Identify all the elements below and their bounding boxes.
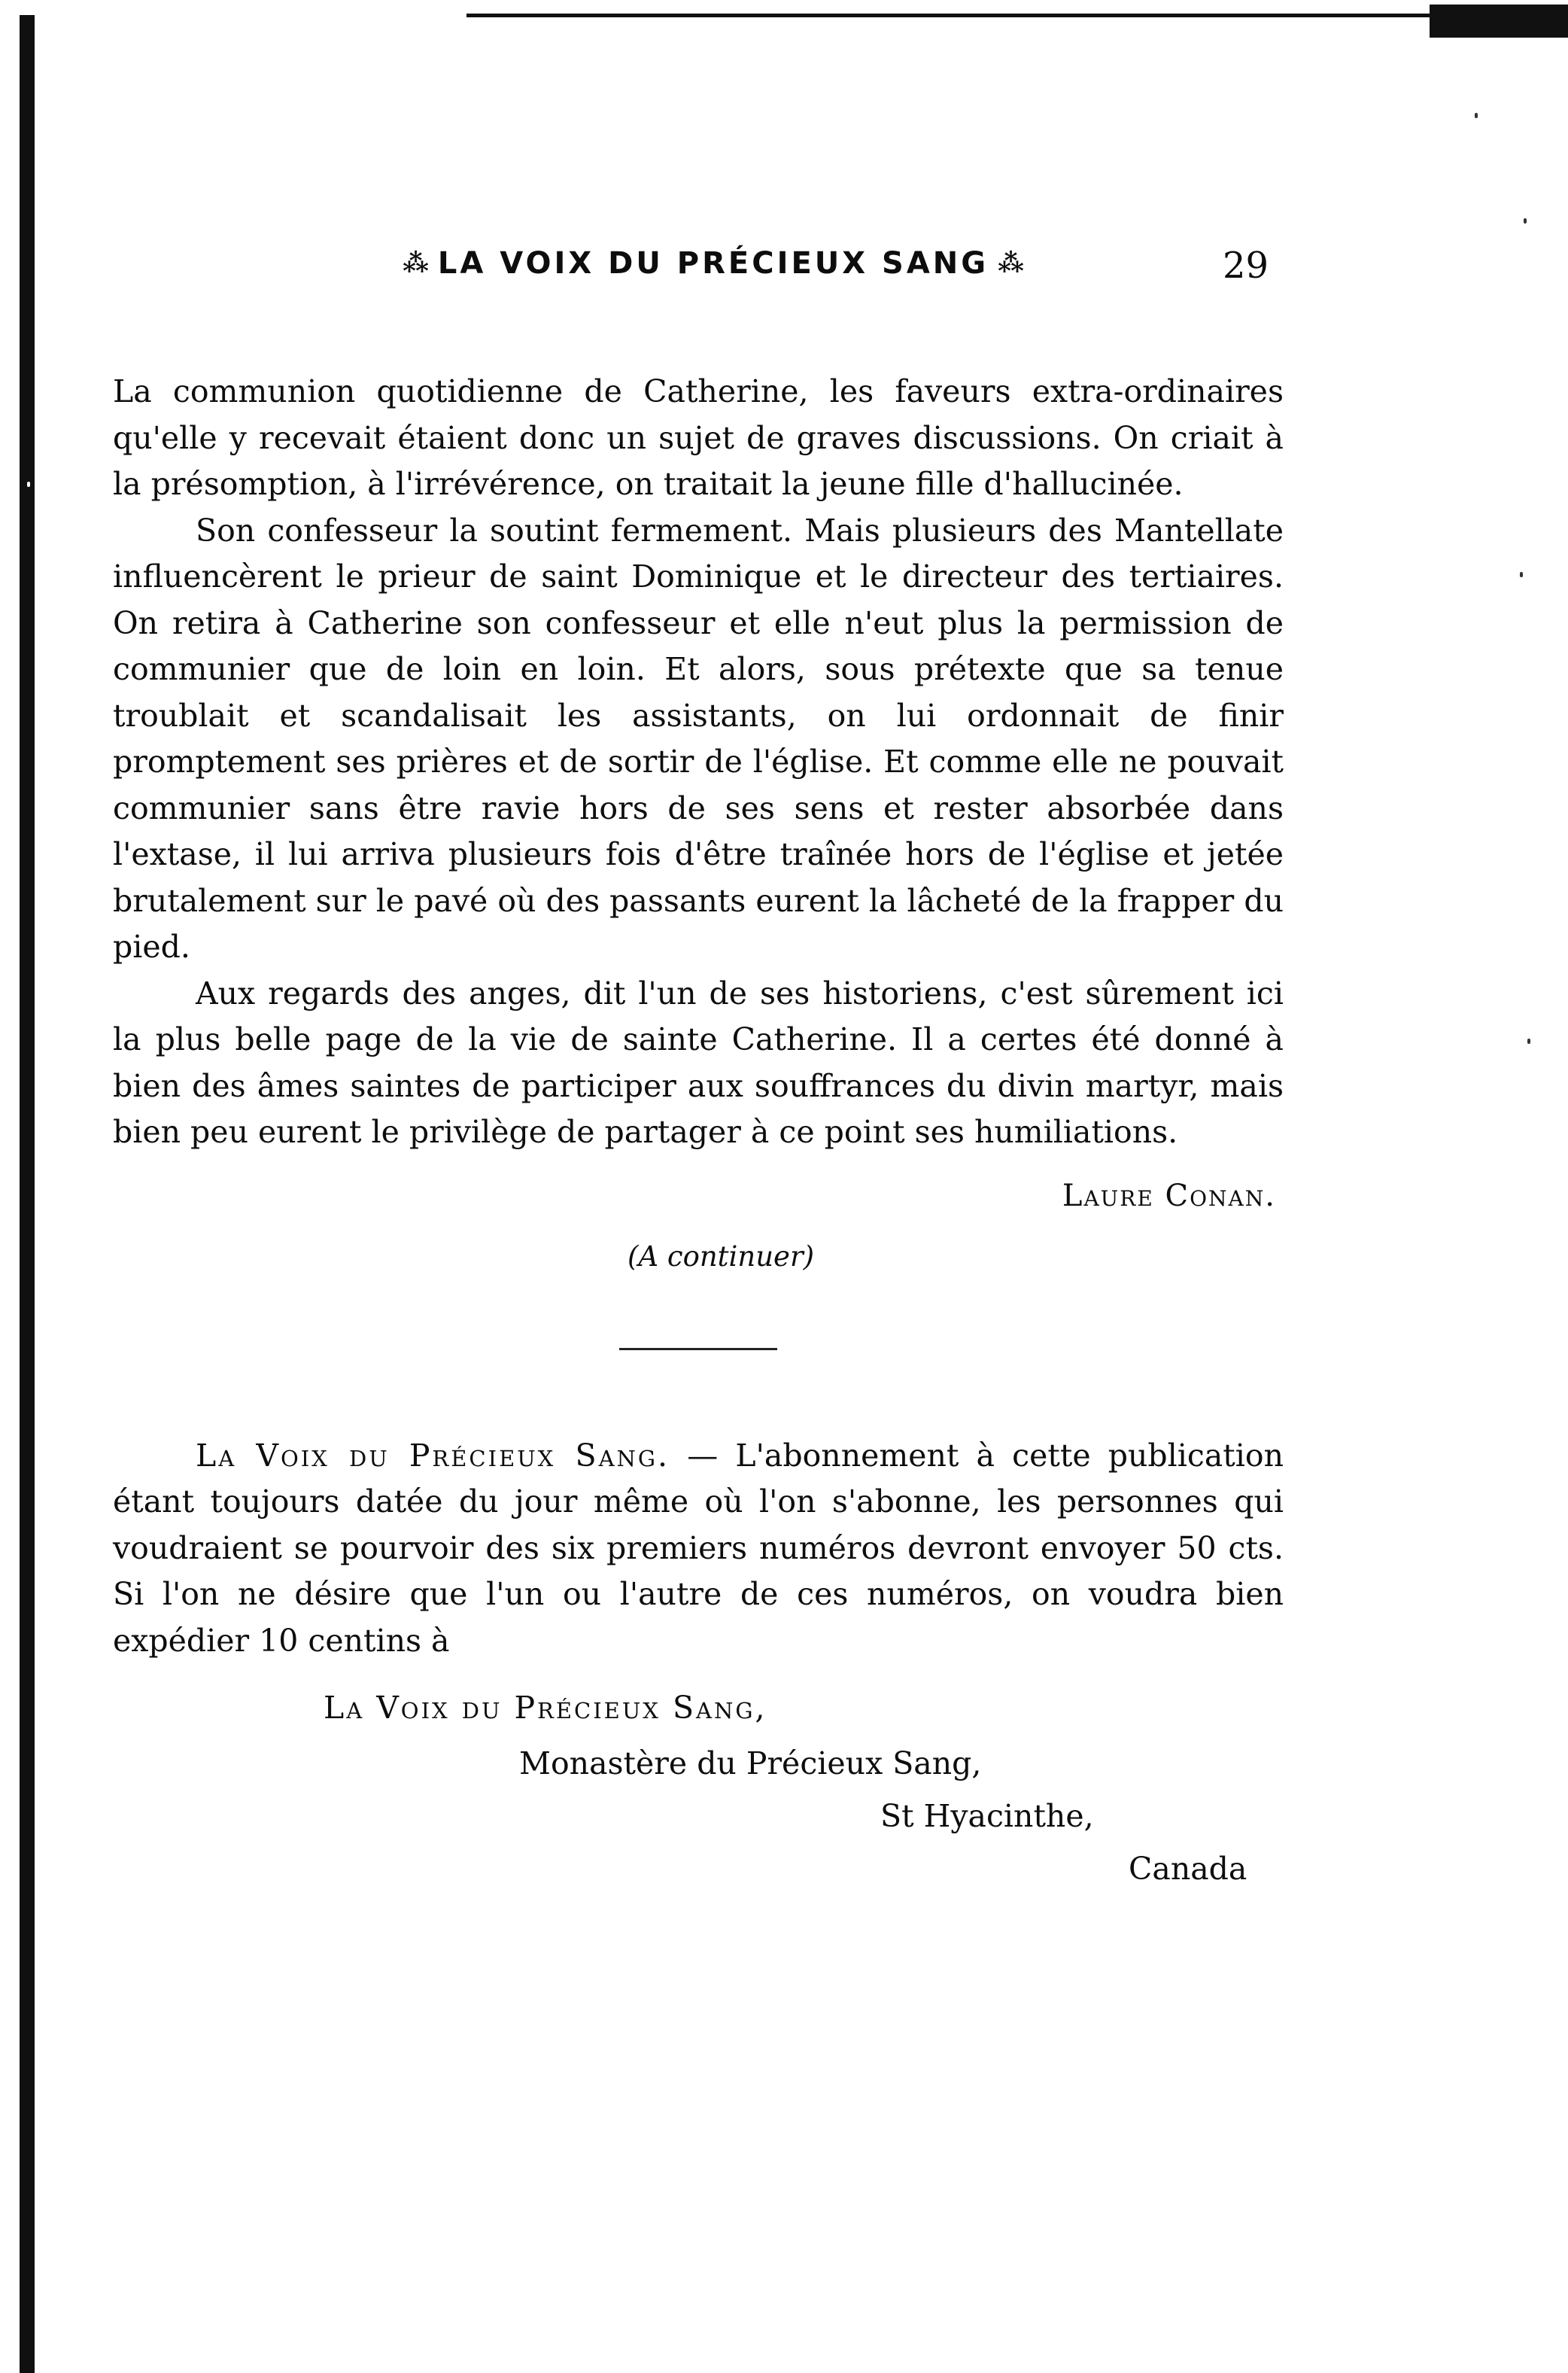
paragraph-1: La communion quotidienne de Catherine, les faveurs extra-ordinaires qu'elle y recevait étaient donc un sujet de graves discussions. On criait à la présomption, à l'irrévérence, on traitait la jeune fille d'hallucinée.	[113, 373, 1284, 502]
address-line-4: Canada	[1129, 1851, 1247, 1887]
author-signature: Laure Conan.	[1062, 1178, 1276, 1213]
subscription-notice	[113, 1433, 1284, 1888]
article-body	[113, 369, 1284, 1887]
ornament-left: ⁂	[403, 248, 429, 278]
scan-speck	[1527, 1039, 1530, 1044]
running-head	[141, 241, 1285, 286]
scan-speck	[27, 482, 30, 487]
address-line-2: Monastère du Précieux Sang,	[519, 1745, 982, 1781]
notice-title: La Voix du Précieux Sang.	[196, 1437, 670, 1474]
scan-speck	[1475, 113, 1478, 118]
scan-speck	[1520, 572, 1523, 577]
paragraph-3: Aux regards des anges, dit l'un de ses historiens, c'est sûrement ici la plus belle page de la vie de sainte Catherine. Il a certes été donné à bien des âmes saintes de participer aux souffrances du divin martyr, mais bien peu eurent le privilège de partager à ce point ses humiliations.	[113, 975, 1284, 1150]
scan-speck	[1524, 218, 1527, 224]
notice-paragraph	[113, 1433, 1284, 1665]
scan-edge-bar	[20, 15, 35, 2373]
running-title: LA VOIX DU PRÉCIEUX SANG	[437, 246, 989, 281]
ornament-right: ⁂	[998, 248, 1024, 278]
page-number: 29	[1223, 245, 1269, 287]
scan-top-rule	[466, 14, 1565, 17]
scan-top-mark	[1430, 5, 1568, 38]
address-line-1: La Voix du Précieux Sang,	[324, 1690, 767, 1726]
address-line-3: St Hyacinthe,	[880, 1798, 1094, 1834]
notice-body: — L'abonnement à cette publication étant toujours datée du jour même où l'on s'abonne, les personnes qui voudraient se pourvoir des six premiers numéros devront envoyer 50 cts. Si l'on ne désire que l'un ou l'autre de ces numéros, on voudra bien expédier 10 centins à	[113, 1437, 1284, 1659]
paragraph-2: Son confesseur la soutint fermement. Mais plusieurs des Mantellate influencèrent le prieur de saint Dominique et le directeur des tertiaires. On retira à Catherine son confesseur et elle n'eut plus la permission de communier que de loin en loin. Et alors, sous prétexte que sa tenue troublait et scandalisait les assistants, on lui ordonnait de finir promptement ses prières et de sortir de l'église. Et comme elle ne pouvait communier sans être ravie hors de ses sens et rester absorbée dans l'extase, il lui arriva plusieurs fois d'être traînée hors de l'église et jetée brutalement sur le pavé où des passants eurent la lâcheté de la frapper du pied.	[113, 512, 1284, 965]
continuation-note: (A continuer)	[627, 1240, 815, 1273]
section-separator	[619, 1348, 777, 1350]
